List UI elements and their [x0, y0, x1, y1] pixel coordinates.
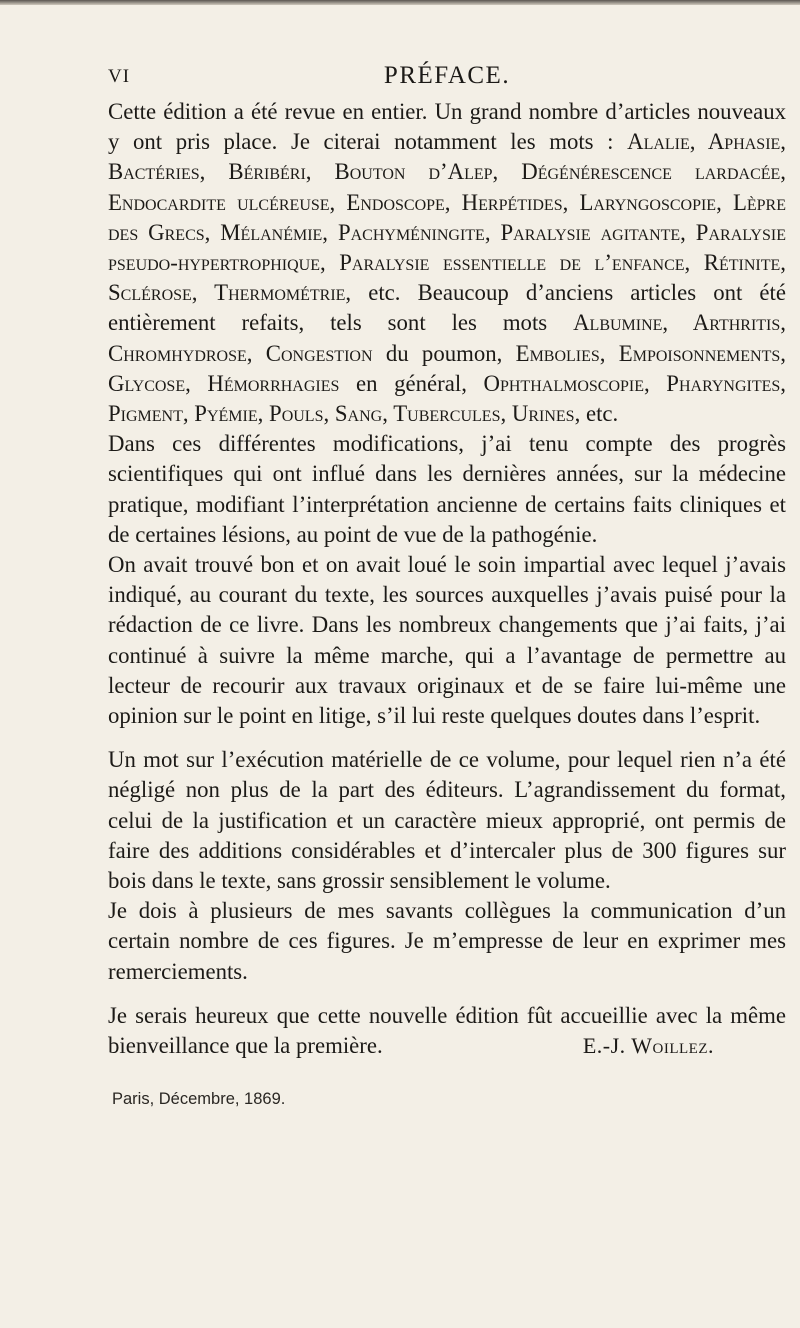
page-header	[108, 60, 786, 94]
paragraph-text: Cette édition a été revue en entier. Un grand nombre d’articles nouveaux y ont pris place. Je citerai notamment les mots :	[108, 99, 786, 155]
paragraph-closing: Je serais heureux que cette nouvelle édition fût accueillie avec la même bienveillance que la première.	[108, 1002, 786, 1059]
dateline: Paris, Décembre, 1869.	[112, 1090, 286, 1108]
paragraph-volume: Un mot sur l’exécution matérielle de ce volume, pour lequel rien n’a été négligé non plus de la part des éditeurs. L’agrandissement du format, celui de la justification et un caractère mieux approprié, ont permis de faire des additions considérables et d’intercaler plus de 300 figures sur bois dans le texte, sans grossir sensiblement le volume.	[108, 747, 786, 894]
article-list-revised-2: Embolies, Empoisonnements, Glycose, Hémorrhagies	[108, 340, 786, 396]
preface-body	[108, 97, 786, 1061]
article-list-revised-3: Ophthalmoscopie, Pharyngites, Pigment, Pyémie, Pouls, Sang, Tubercules, Urines,	[108, 370, 787, 427]
article-list-new: Alalie, Aphasie, Bactéries, Béribéri, Bouton d’Alep, Dégénérescence lardacée, Endocardite ulcéreuse, Endoscope, Herpétides, Laryngoscopie, Lèpre des Grecs, Mélanémie, Pachyméningite, Paralysie agitante, Paralysie pseudo-hypertrophique, Paralysie essentielle de l’enfance, Rétinite, Sclérose, Thermométrie,	[108, 129, 786, 306]
running-title: PRÉFACE.	[383, 62, 511, 89]
page-number: VI	[108, 66, 131, 87]
paragraph-text: du poumon,	[372, 340, 516, 366]
paragraph-sources: On avait trouvé bon et on avait loué le soin impartial avec lequel j’avais indiqué, au courant du texte, les sources auxquelles j’avais puisé pour la rédaction de ce livre. Dans les nombreux changements que j’ai faits, j’ai continué à suivre la même marche, qui a l’avantage de permettre au lecteur de recourir aux travaux originaux et de se faire lui-même une opinion sur le point en litige, s’il lui reste quelques doutes dans l’esprit.	[108, 552, 786, 729]
author-signature: E.-J. Woillez.	[582, 1033, 714, 1058]
paragraph-text: en général,	[339, 370, 484, 396]
paragraph-gap	[108, 731, 786, 745]
paragraph-modifications: Dans ces différentes modifications, j’ai tenu compte des progrès scientifiques qui ont influé dans les dernières années, sur la médecine pratique, modifiant l’interprétation ancienne de certains faits cliniques et de certaines lésions, au point de vue de la pathogénie.	[108, 431, 786, 547]
paragraph-text: etc.	[580, 401, 619, 427]
paragraph-figures: Je dois à plusieurs de mes savants collègues la communication d’un certain nombre de ces figures. Je m’empresse de leur en exprimer mes remerciements.	[108, 898, 786, 984]
paragraph-text: etc. Beaucoup d’anciens articles ont été entièrement refaits, tels sont les mots	[108, 280, 786, 336]
paragraph-new-articles	[108, 97, 786, 429]
article-list-revised-1: Albumine, Arthritis, Chromhydrose, Congestion	[108, 310, 786, 366]
paragraph-gap	[108, 987, 786, 1001]
page-top-edge	[0, 0, 800, 5]
